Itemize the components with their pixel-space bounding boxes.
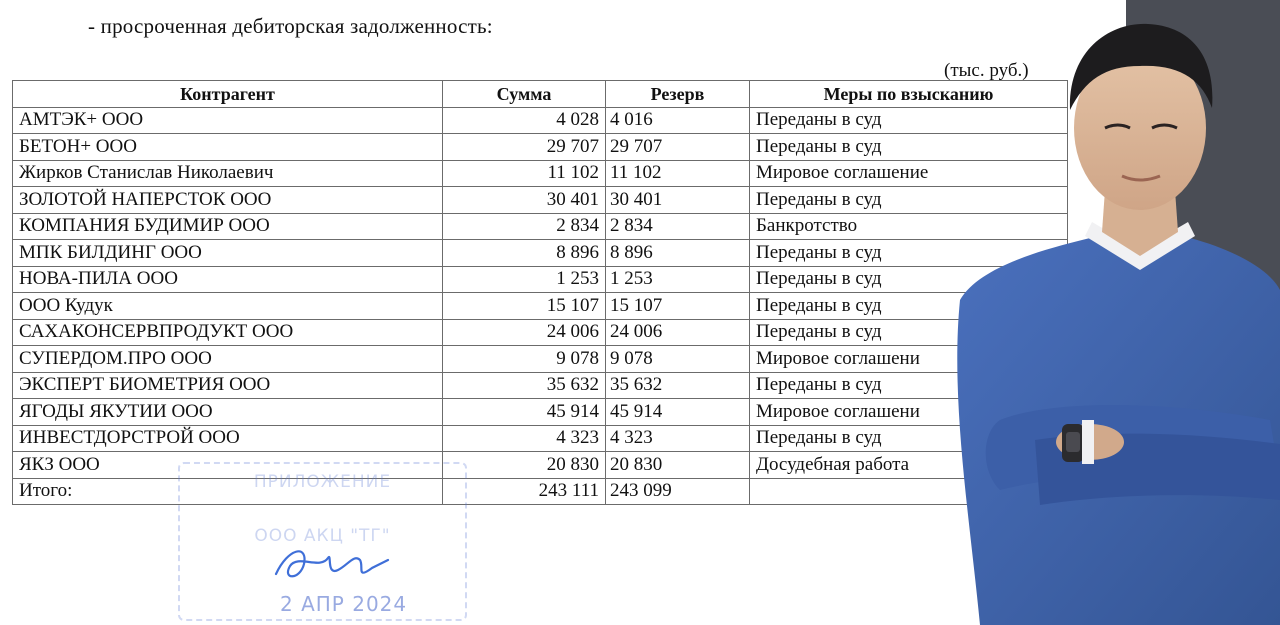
section-heading: - просроченная дебиторская задолженность:: [88, 14, 493, 38]
table-row: [13, 452, 1068, 479]
signature-icon: [268, 540, 398, 590]
cell-sum: 2 834: [443, 213, 606, 240]
stamp-date: 2 АПР 2024: [280, 592, 408, 616]
cell-measure: Досудебная работа: [750, 452, 1068, 479]
cell-counterparty: ООО Кудук: [13, 293, 443, 320]
cell-reserve: 15 107: [606, 293, 750, 320]
cell-sum: 20 830: [443, 452, 606, 479]
cell-reserve: 35 632: [606, 372, 750, 399]
cell-sum: 4 028: [443, 107, 606, 134]
cell-counterparty: АМТЭК+ ООО: [13, 107, 443, 134]
total-sum: 243 111: [443, 478, 606, 505]
cell-sum: 29 707: [443, 134, 606, 161]
person-photo: [940, 0, 1280, 625]
stamp-line-1: ПРИЛОЖЕНИЕ: [253, 472, 392, 492]
cell-measure: Переданы в суд: [750, 372, 1068, 399]
cell-sum: 45 914: [443, 399, 606, 426]
cell-reserve: 45 914: [606, 399, 750, 426]
cell-measure: Переданы в суд: [750, 266, 1068, 293]
cell-measure: Переданы в суд: [750, 107, 1068, 134]
table-row: [13, 213, 1068, 240]
cell-measure: Переданы в суд: [750, 187, 1068, 214]
cell-measure: Переданы в суд: [750, 134, 1068, 161]
cell-measure: Переданы в суд: [750, 425, 1068, 452]
cell-measure: Переданы в суд: [750, 240, 1068, 267]
cell-reserve: 11 102: [606, 160, 750, 187]
cell-counterparty: МПК БИЛДИНГ ООО: [13, 240, 443, 267]
cell-measure: Банкротство: [750, 213, 1068, 240]
cell-reserve: 20 830: [606, 452, 750, 479]
cell-sum: 30 401: [443, 187, 606, 214]
units-label: (тыс. руб.): [944, 60, 1029, 81]
table-row: [13, 319, 1068, 346]
cell-counterparty: ИНВЕСТДОРСТРОЙ ООО: [13, 425, 443, 452]
cell-sum: 9 078: [443, 346, 606, 373]
cell-counterparty: БЕТОН+ ООО: [13, 134, 443, 161]
table-row: [13, 346, 1068, 373]
column-header-reserve: Резерв: [606, 81, 750, 108]
column-header-counterparty: Контрагент: [13, 81, 443, 108]
cell-measure: Мировое соглашени: [750, 346, 1068, 373]
table-body: [13, 107, 1068, 478]
cell-counterparty: СУПЕРДОМ.ПРО ООО: [13, 346, 443, 373]
cell-reserve: 4 016: [606, 107, 750, 134]
cell-counterparty: Жирков Станислав Николаевич: [13, 160, 443, 187]
cell-sum: 11 102: [443, 160, 606, 187]
cell-sum: 35 632: [443, 372, 606, 399]
total-row: [13, 478, 1068, 505]
cell-sum: 8 896: [443, 240, 606, 267]
total-reserve: 243 099: [606, 478, 750, 505]
cell-reserve: 9 078: [606, 346, 750, 373]
cell-counterparty: ЯГОДЫ ЯКУТИИ ООО: [13, 399, 443, 426]
cell-counterparty: ЯКЗ ООО: [13, 452, 443, 479]
cell-reserve: 2 834: [606, 213, 750, 240]
stamp-line-2: ООО АКЦ "ТГ": [254, 526, 391, 546]
table-header-row: [13, 81, 1068, 108]
table-row: [13, 160, 1068, 187]
table-row: [13, 240, 1068, 267]
table-row: [13, 399, 1068, 426]
cell-measure: Мировое соглашени: [750, 399, 1068, 426]
table-row: [13, 425, 1068, 452]
cell-counterparty: ЗОЛОТОЙ НАПЕРСТОК ООО: [13, 187, 443, 214]
cell-counterparty: САХАКОНСЕРВПРОДУКТ ООО: [13, 319, 443, 346]
cell-reserve: 8 896: [606, 240, 750, 267]
cell-sum: 4 323: [443, 425, 606, 452]
table-row: [13, 187, 1068, 214]
cell-sum: 24 006: [443, 319, 606, 346]
table-row: [13, 134, 1068, 161]
cell-measure: Переданы в суд: [750, 319, 1068, 346]
overdue-receivables-table: [12, 80, 1068, 505]
cell-reserve: 29 707: [606, 134, 750, 161]
cell-reserve: 4 323: [606, 425, 750, 452]
cell-measure: Переданы в суд: [750, 293, 1068, 320]
table-row: [13, 372, 1068, 399]
column-header-measures: Меры по взысканию: [750, 81, 1068, 108]
cell-sum: 15 107: [443, 293, 606, 320]
cell-counterparty: НОВА-ПИЛА ООО: [13, 266, 443, 293]
cell-reserve: 1 253: [606, 266, 750, 293]
cell-measure: Мировое соглашение: [750, 160, 1068, 187]
table-row: [13, 293, 1068, 320]
table-row: [13, 266, 1068, 293]
cell-counterparty: КОМПАНИЯ БУДИМИР ООО: [13, 213, 443, 240]
cell-reserve: 30 401: [606, 187, 750, 214]
total-label: Итого:: [13, 478, 443, 505]
cell-sum: 1 253: [443, 266, 606, 293]
cell-counterparty: ЭКСПЕРТ БИОМЕТРИЯ ООО: [13, 372, 443, 399]
table-row: [13, 107, 1068, 134]
cell-reserve: 24 006: [606, 319, 750, 346]
column-header-sum: Сумма: [443, 81, 606, 108]
